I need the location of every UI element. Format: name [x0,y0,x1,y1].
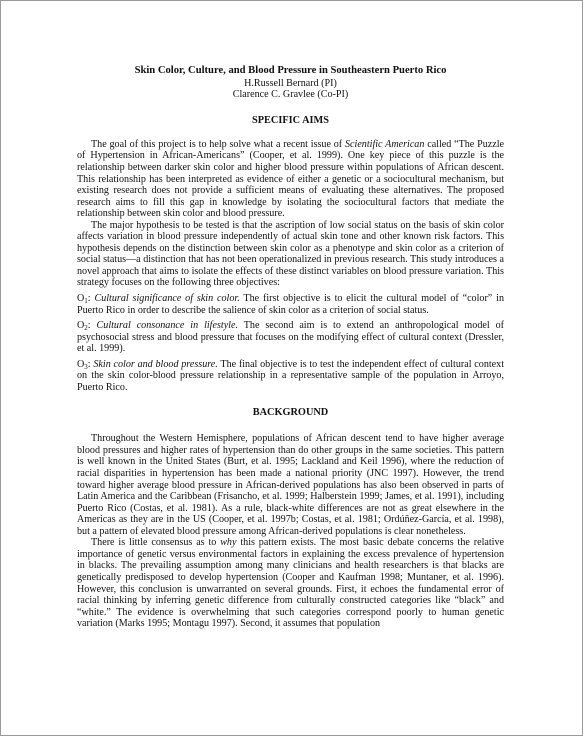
section-heading-specific-aims: SPECIFIC AIMS [252,114,329,126]
objective-letter: O [77,293,85,305]
section-heading-background: BACKGROUND [252,407,329,419]
journal-name: Scientific American [344,138,425,150]
objective-text: The final objective is to test the independent effect of cultural context on the skin color-blood pressure relationship in a representative sample of the population in Arroyo, Puerto Rico. [77,358,505,393]
aims-p1-text-start: The goal of this project is to help solve what a recent issue of [91,138,345,150]
objective-colon: : [87,320,97,332]
background-p2-text-start: There is little consensus as to [91,537,221,549]
objective-colon: : [87,358,94,370]
document-body [77,65,504,630]
document-title: Skin Color, Culture, and Blood Pressure in Southeastern Puerto Rico [134,65,447,76]
author-pi: H.Russell Bernard (PI) [244,77,337,89]
spacer [77,397,504,407]
background-paragraph-1: Throughout the Western Hemisphere, populations of African descent tend to have higher average blood pressures and higher rates of hypertension than do other groups in the same societies. This pattern is well known in the United States (Burt, et al. 1995; Lackland and Keil 1996), where the reduction of racial disparities in hypertension has been made a national priority (JNC 1997). However, the trend toward higher average blood pressure in African-derived populations has also been observed in parts of Latin America and the Caribbean (Frisancho, et al. 1999; Halberstein 1999; James, et al. 1991), including Puerto Rico (Costas, et al. 1981). As a rule, black-white differences are not as great elsewhere in the Americas as they are in the US (Cooper, et al. 1997b; Costas, et al. 1981; Ordúñez-García, et al. 1998), but a pattern of elevated blood pressure among African-derived populations is clear nonetheless. [77,433,504,537]
objective-letter: O [77,320,85,332]
objective-title: Cultural consonance in lifestyle. [96,320,238,332]
emphasis-why: why [220,537,237,549]
objective-title: Cultural significance of skin color. [94,293,240,305]
objective-2 [77,320,504,355]
objective-text: The second aim is to extend an anthropological model of psychosocial stress and blood pressure that focuses on the modifying effect of cultural context (Dressler, et al. 1999). [77,320,505,355]
objective-number: 1 [84,297,88,306]
objective-1 [77,293,504,316]
objective-colon: : [87,293,95,305]
aims-p1-text-end: called “The Puzzle of Hypertension in African-Americans” (Cooper, et al. 1999). One key piece of this puzzle is the relationship between darker skin color and higher blood pressure within populations of African descent. This relationship has been interpreted as evidence of either a genetic or a sociocultural mechanism, but existing research does not provide a sufficient means of evaluating these alternatives. The proposed research aims to fill this gap in knowledge by isolating the sociocultural factors that mediate the relationship between skin color and blood pressure. [77,138,504,220]
aims-paragraph-2: The major hypothesis to be tested is that the ascription of low social status on the basis of skin color affects variation in blood pressure independently of actual skin tone and other known risk factors. This hypothesis depends on the distinction between skin color as a phenotype and skin color as a criterion of social status—a distinction that has not been operationalized in previous research. This study introduces a novel approach that aims to isolate the effects of these distinct variables on blood pressure variation. This strategy focuses on the following three objectives: [77,219,504,289]
title-block [77,65,504,101]
background-p2-text-end: this pattern exists. The most basic debate concerns the relative importance of genetic versus environmental factors in explaining the excess prevalence of hypertension in blacks. The prevailing assumption among many clinicians and health researchers is that blacks are genetically predisposed to develop hypertension (Cooper and Kaufman 1998; Muntaner, et al. 1996). However, this conclusion is unwarranted on several grounds. First, it echoes the fundamental error of racial thinking by inferring genetic difference from culturally constructed categories like “black” and “white.” The evidence is overwhelming that such categories correspond poorly to human genetic variation (Marks 1995; Montagu 1997). Second, it assumes that population [77,537,504,630]
objective-number: 3 [84,362,88,371]
objective-letter: O [77,358,85,370]
background-paragraph-2 [77,537,504,629]
objective-3 [77,359,504,394]
author-co-pi: Clarence C. Gravlee (Co-PI) [232,89,349,101]
objective-title: Skin color and blood pressure. [93,358,218,370]
objective-text: The first objective is to elicit the cultural model of “color” in Puerto Rico in order to describe the salience of skin color as a criterion of social status. [77,293,505,316]
aims-paragraph-1 [77,139,504,220]
objective-number: 2 [84,324,88,333]
